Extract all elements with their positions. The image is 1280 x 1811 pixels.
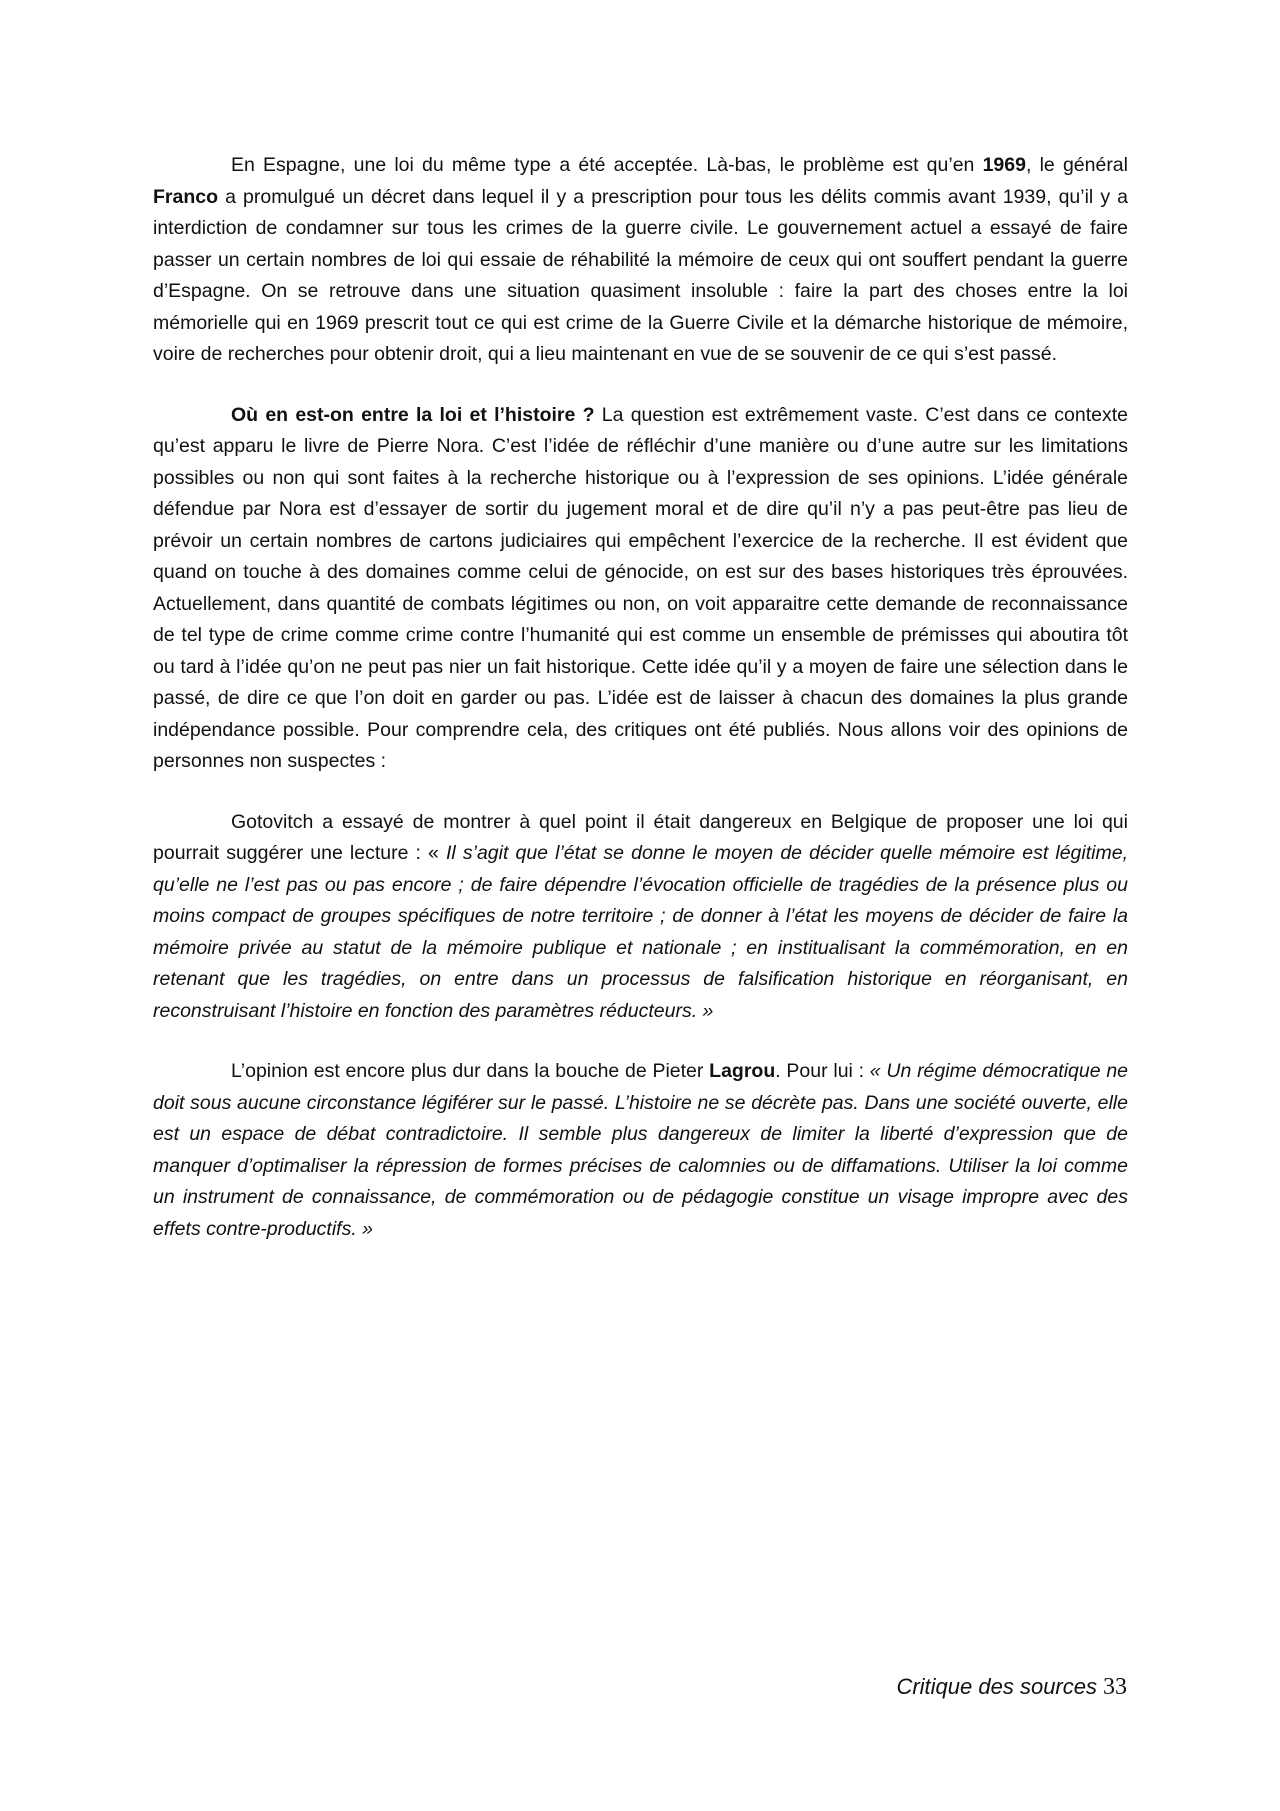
paragraph-spain (153, 150, 1128, 371)
quote-lagrou: « Un régime démocratique ne doit sous aucune circonstance légiférer sur le passé. L’histoire ne se décrète pas. Dans une société ouverte, elle est un espace de débat contradictoire. Il semble plus dangereux de limiter la liberté d’expression que de manquer d’optimaliser la répression de formes précises de calomnies ou de diffamations. Utiliser la loi comme un instrument de connaissance, de commémoration ou de pédagogie constitue un visage impropre avec des effets contre-productifs. » (153, 1060, 1129, 1240)
footer-title: Critique des sources (896, 1674, 1097, 1699)
paragraph-gotovitch (153, 807, 1128, 1028)
page-body (153, 150, 1128, 1274)
page-footer (896, 1672, 1127, 1702)
paragraph-text: Gotovitch a essayé de montrer à quel point il était dangereux en Belgique de proposer une loi qui pourrait suggérer une lecture : « (153, 810, 1128, 864)
paragraph-text: . Pour lui : (775, 1060, 870, 1082)
paragraph-loi-histoire (153, 400, 1128, 778)
quote-gotovitch: Il s’agit que l’état se donne le moyen de décider quelle mémoire est légitime, qu’elle ne l’est pas ou pas encore ; de faire dépendre l’évocation officielle de tragédies de la présence plus ou moins compact de groupes spécifiques de notre territoire ; de donner à l’état les moyens de décider de faire la mémoire privée au statut de la mémoire publique et nationale ; en institualisant la commémoration, en en retenant que les tragédies, on entre dans un processus de falsification historique en réorganisant, en reconstruisant l’histoire en fonction des paramètres réducteurs. » (153, 842, 1128, 1022)
paragraph-text: , le général (1025, 154, 1128, 176)
paragraph-text: La question est extrêmement vaste. C’est dans ce contexte qu’est apparu le livre de Pierre Nora. C’est l’idée de réfléchir d’une manière ou d’une autre sur les limitations possibles ou non qui sont faites à la recherche historique ou à l’expression de ses opinions. L’idée générale défendue par Nora est d’essayer de sortir du jugement moral et de dire qu’il n’y a pas peut-être pas lieu de prévoir un certain nombres de cartons judiciaires qui empêchent l’exercice de la recherche. Il est évident que quand on touche à des domaines comme celui de génocide, on est sur des bases historiques très éprouvées. Actuellement, dans quantité de combats légitimes ou non, on voit apparaitre cette demande de reconnaissance de tel type de crime comme crime contre l’humanité qui est comme un ensemble de prémisses qui aboutira tôt ou tard à l’idée qu’on ne peut pas nier un fait historique. Cette idée qu’il y a moyen de faire une sélection dans le passé, de dire ce que l’on doit en garder ou pas. L’idée est de laisser à chacun des domaines la plus grande indépendance possible. Pour comprendre cela, des critiques ont été publiés. Nous allons voir des opinions de personnes non suspectes : (153, 403, 1128, 772)
paragraph-text: L’opinion est encore plus dur dans la bouche de Pieter (231, 1060, 710, 1082)
section-question-heading: Où en est-on entre la loi et l’histoire ? (231, 403, 595, 426)
page-number: 33 (1103, 1674, 1127, 1700)
paragraph-text: En Espagne, une loi du même type a été acceptée. Là-bas, le problème est qu’en (231, 154, 983, 176)
paragraph-lagrou (153, 1056, 1128, 1245)
paragraph-text: a promulgué un décret dans lequel il y a prescription pour tous les délits commis avant 1939, qu’il y a interdiction de condamner sur tous les crimes de la guerre civile. Le gouvernement actuel a essayé de faire passer un certain nombres de loi qui essaie de réhabilité la mémoire de ceux qui ont souffert pendant la guerre d’Espagne. On se retrouve dans une situation quasiment insoluble : faire la part des choses entre la loi mémorielle qui en 1969 prescrit tout ce qui est crime de la Guerre Civile et la démarche historique de mémoire, voire de recherches pour obtenir droit, qui a lieu maintenant en vue de se souvenir de ce qui s’est passé. (153, 185, 1128, 365)
name-franco: Franco (153, 185, 219, 208)
name-lagrou: Lagrou (709, 1060, 776, 1082)
year-1969: 1969 (982, 154, 1026, 176)
